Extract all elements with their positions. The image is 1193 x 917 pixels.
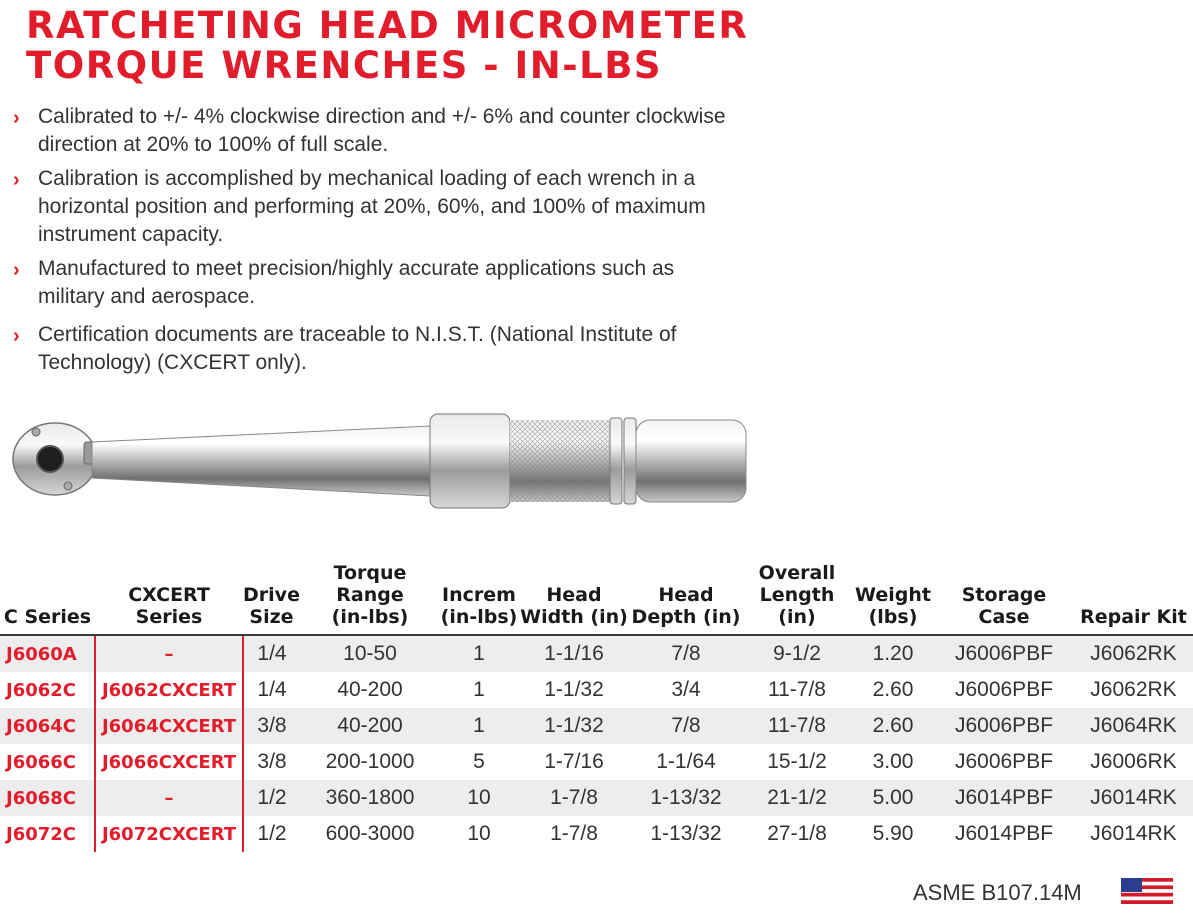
repair-kit-cell: J6064RK: [1074, 708, 1193, 744]
weight-cell: 1.20: [852, 635, 934, 672]
cxcert-series-cell: –: [95, 780, 243, 816]
feature-list: [8, 103, 738, 377]
c-series-cell: J6064C: [0, 708, 95, 744]
head-width-cell: 1-1/32: [518, 708, 630, 744]
overall-length-cell: 11-7/8: [742, 672, 852, 708]
table-row: [0, 708, 1193, 744]
specs-table: [0, 562, 1193, 852]
torque-range-cell: 10-50: [300, 635, 440, 672]
cxcert-series-cell: J6062CXCERT: [95, 672, 243, 708]
table-row: [0, 635, 1193, 672]
col-header-torque-range: Torque Range (in-lbs): [300, 562, 440, 635]
table-row: [0, 672, 1193, 708]
drive-size-cell: 3/8: [243, 744, 300, 780]
chevron-right-icon: ›: [13, 169, 20, 191]
overall-length-cell: 27-1/8: [742, 816, 852, 852]
weight-cell: 2.60: [852, 672, 934, 708]
feature-item: [8, 103, 738, 159]
weight-cell: 3.00: [852, 744, 934, 780]
col-header-storage-case: Storage Case: [934, 562, 1074, 635]
c-series-cell: J6062C: [0, 672, 95, 708]
head-depth-cell: 1-13/32: [630, 816, 742, 852]
table-row: [0, 816, 1193, 852]
col-header-overall-length: Overall Length (in): [742, 562, 852, 635]
feature-text: Certification documents are traceable to N.I.S.T. (National Institute of Technology) (CXCERT only).: [38, 323, 677, 374]
storage-case-cell: J6014PBF: [934, 780, 1074, 816]
title-line-2: TORQUE WRENCHES - IN-LBS: [26, 44, 663, 87]
c-series-cell: J6068C: [0, 780, 95, 816]
asme-standard-label: ASME B107.14M: [913, 880, 1082, 905]
c-series-cell: J6066C: [0, 744, 95, 780]
overall-length-cell: 21-1/2: [742, 780, 852, 816]
drive-size-cell: 1/2: [243, 816, 300, 852]
head-width-cell: 1-1/32: [518, 672, 630, 708]
head-width-cell: 1-7/8: [518, 816, 630, 852]
storage-case-cell: J6006PBF: [934, 635, 1074, 672]
overall-length-cell: 9-1/2: [742, 635, 852, 672]
feature-item: [8, 255, 738, 311]
drive-size-cell: 1/2: [243, 780, 300, 816]
col-header-cxcert-series: CXCERT Series: [95, 562, 243, 635]
drive-size-cell: 1/4: [243, 672, 300, 708]
storage-case-cell: J6006PBF: [934, 708, 1074, 744]
col-header-repair-kit: Repair Kit: [1074, 562, 1193, 635]
repair-kit-cell: J6006RK: [1074, 744, 1193, 780]
increment-cell: 1: [440, 672, 518, 708]
repair-kit-cell: J6014RK: [1074, 816, 1193, 852]
torque-range-cell: 40-200: [300, 672, 440, 708]
head-depth-cell: 7/8: [630, 635, 742, 672]
c-series-cell: J6072C: [0, 816, 95, 852]
chevron-right-icon: ›: [13, 259, 20, 281]
storage-case-cell: J6014PBF: [934, 816, 1074, 852]
col-header-drive-size: Drive Size: [243, 562, 300, 635]
head-depth-cell: 1-13/32: [630, 780, 742, 816]
col-header-head-width: Head Width (in): [518, 562, 630, 635]
increment-cell: 5: [440, 744, 518, 780]
torque-range-cell: 200-1000: [300, 744, 440, 780]
torque-range-cell: 600-3000: [300, 816, 440, 852]
chevron-right-icon: ›: [13, 107, 20, 129]
feature-text: Calibrated to +/- 4% clockwise direction and +/- 6% and counter clockwise direction at 20% to 100% of full scale.: [38, 105, 726, 156]
head-depth-cell: 1-1/64: [630, 744, 742, 780]
col-header-head-depth: Head Depth (in): [630, 562, 742, 635]
title-line-1: RATCHETING HEAD MICROMETER: [26, 4, 749, 47]
feature-item: [8, 165, 738, 249]
weight-cell: 2.60: [852, 708, 934, 744]
repair-kit-cell: J6014RK: [1074, 780, 1193, 816]
chevron-right-icon: ›: [13, 325, 20, 347]
cxcert-series-cell: –: [95, 635, 243, 672]
feature-text: Calibration is accomplished by mechanical loading of each wrench in a horizontal position and performing at 20%, 60%, and 100% of maximum instrument capacity.: [38, 167, 706, 246]
increment-cell: 10: [440, 780, 518, 816]
torque-wrench-image: [10, 404, 755, 514]
torque-range-cell: 360-1800: [300, 780, 440, 816]
overall-length-cell: 11-7/8: [742, 708, 852, 744]
cxcert-series-cell: J6072CXCERT: [95, 816, 243, 852]
increment-cell: 1: [440, 635, 518, 672]
cxcert-series-cell: J6064CXCERT: [95, 708, 243, 744]
weight-cell: 5.00: [852, 780, 934, 816]
col-header-c-series: C Series: [0, 562, 95, 635]
feature-text: Manufactured to meet precision/highly accurate applications such as military and aerospace.: [38, 257, 675, 308]
us-flag-icon: [1121, 878, 1173, 904]
head-depth-cell: 3/4: [630, 672, 742, 708]
head-width-cell: 1-7/8: [518, 780, 630, 816]
page-title: [26, 6, 748, 86]
head-width-cell: 1-7/16: [518, 744, 630, 780]
c-series-cell: J6060A: [0, 635, 95, 672]
table-row: [0, 744, 1193, 780]
increment-cell: 10: [440, 816, 518, 852]
table-header-row: [0, 562, 1193, 635]
weight-cell: 5.90: [852, 816, 934, 852]
storage-case-cell: J6006PBF: [934, 672, 1074, 708]
col-header-increment: Increm (in-lbs): [440, 562, 518, 635]
head-width-cell: 1-1/16: [518, 635, 630, 672]
head-depth-cell: 7/8: [630, 708, 742, 744]
cxcert-series-cell: J6066CXCERT: [95, 744, 243, 780]
repair-kit-cell: J6062RK: [1074, 635, 1193, 672]
repair-kit-cell: J6062RK: [1074, 672, 1193, 708]
feature-item: [8, 321, 738, 377]
overall-length-cell: 15-1/2: [742, 744, 852, 780]
torque-range-cell: 40-200: [300, 708, 440, 744]
increment-cell: 1: [440, 708, 518, 744]
drive-size-cell: 3/8: [243, 708, 300, 744]
table-row: [0, 780, 1193, 816]
col-header-weight: Weight (lbs): [852, 562, 934, 635]
storage-case-cell: J6006PBF: [934, 744, 1074, 780]
drive-size-cell: 1/4: [243, 635, 300, 672]
